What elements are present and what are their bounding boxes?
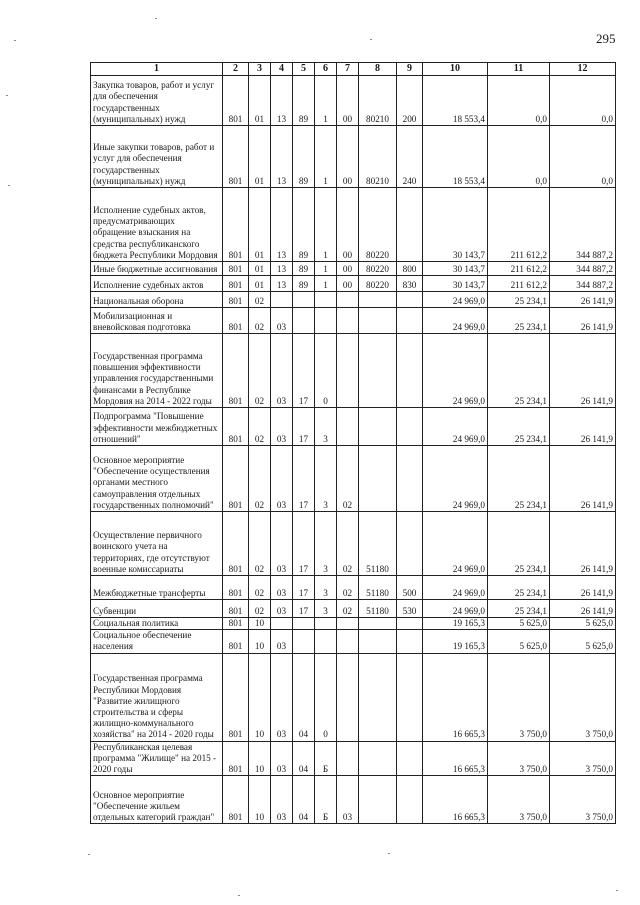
table-cell [359,618,397,630]
table-cell: 801 [223,512,249,576]
table-cell: 00 [337,276,359,292]
table-cell: 18 553,4 [423,76,488,126]
table-cell: 801 [223,618,249,630]
table-cell: 18 553,4 [423,126,488,188]
table-cell [397,408,423,446]
table-cell: 19 165,3 [423,618,488,630]
table-cell [397,446,423,512]
column-header: 11 [488,63,550,76]
table-cell: 00 [337,262,359,276]
table-cell: 89 [293,262,315,276]
scan-speck [370,39,372,40]
row-name-cell: Иные закупки товаров, работ и услуг для обеспечения государственных (муниципальных) нужд [91,126,223,188]
column-header: 3 [249,63,271,76]
table-cell: 24 969,0 [423,512,488,576]
table-cell [293,630,315,653]
table-cell: 500 [397,576,423,600]
column-header: 4 [271,63,293,76]
table-cell: 25 234,1 [488,512,550,576]
row-name-cell: Закупка товаров, работ и услуг для обеспечения государственных (муниципальных) нужд [91,76,223,126]
row-name-cell: Иные бюджетные ассигнования [91,262,223,276]
table-cell: 26 141,9 [550,308,616,334]
table-cell: 17 [293,408,315,446]
table-cell: 04 [293,653,315,741]
table-cell: 04 [293,776,315,824]
row-name-cell: Исполнение судебных актов, предусматривающих обращение взыскания на средства республиканского бюджета Республики Мордовия [91,188,223,262]
table-cell [359,334,397,408]
table-cell: 03 [271,630,293,653]
table-cell [337,308,359,334]
table-cell: 26 141,9 [550,334,616,408]
table-cell [397,653,423,741]
table-cell: 5 625,0 [550,630,616,653]
table-cell: 530 [397,600,423,618]
table-cell: 19 165,3 [423,630,488,653]
table-cell: 0,0 [488,76,550,126]
table-cell: 17 [293,334,315,408]
table-row [91,600,616,618]
table-cell: 25 234,1 [488,600,550,618]
scan-speck [238,895,240,896]
table-cell: 24 969,0 [423,292,488,308]
table-cell: 16 665,3 [423,741,488,776]
scan-speck [8,185,10,186]
column-header: 12 [550,63,616,76]
table-cell: 801 [223,630,249,653]
table-cell: 00 [337,76,359,126]
table-cell: 211 612,2 [488,188,550,262]
row-name-cell: Государственная программа повышения эффективности управления государственными финансами в Республике Мордовия на 2014 - 2022 годы [91,334,223,408]
row-name-cell: Государственная программа Республики Мордовия "Развитие жилищного строительства и сферы жилищно-коммунального хозяйства" на 2014 - 2020 годы [91,653,223,741]
scan-speck [14,40,16,41]
table-cell: 30 143,7 [423,276,488,292]
column-header: 7 [337,63,359,76]
table-cell [337,408,359,446]
table-row [91,126,616,188]
table-cell [293,618,315,630]
table-cell: 02 [249,576,271,600]
table-cell: 1 [315,188,337,262]
table-cell [337,292,359,308]
table-cell [337,618,359,630]
table-cell: 801 [223,276,249,292]
table-cell: 26 141,9 [550,408,616,446]
column-header: 1 [91,63,223,76]
table-row [91,776,616,824]
table-cell: 00 [337,126,359,188]
column-header: 6 [315,63,337,76]
table-cell: 5 625,0 [550,618,616,630]
table-cell: 02 [249,292,271,308]
scan-speck [616,890,618,891]
table-cell: 801 [223,653,249,741]
table-cell [397,618,423,630]
row-name-cell: Субвенции [91,600,223,618]
scan-speck [388,853,390,854]
table-cell: 01 [249,188,271,262]
table-cell: 03 [271,446,293,512]
table-cell: 801 [223,408,249,446]
table-cell: 344 887,2 [550,276,616,292]
table-cell: 17 [293,512,315,576]
table-cell: 24 969,0 [423,408,488,446]
column-header: 9 [397,63,423,76]
table-cell: 02 [249,334,271,408]
table-row [91,630,616,653]
row-name-cell: Основное мероприятие "Обеспечение жильем отдельных категорий граждан" [91,776,223,824]
table-cell [271,618,293,630]
table-cell: 51180 [359,512,397,576]
table-cell [397,308,423,334]
table-cell: 801 [223,126,249,188]
table-cell: 801 [223,600,249,618]
table-cell: 801 [223,334,249,408]
table-row [91,512,616,576]
table-cell: 801 [223,292,249,308]
table-cell: 03 [271,776,293,824]
table-cell [337,741,359,776]
table-cell: 03 [337,776,359,824]
table-row [91,334,616,408]
table-cell: 16 665,3 [423,776,488,824]
table-cell: 3 [315,600,337,618]
table-cell: 51180 [359,600,397,618]
table-cell: 801 [223,741,249,776]
table-cell [397,188,423,262]
table-cell: 801 [223,188,249,262]
table-cell [359,630,397,653]
table-cell: 25 234,1 [488,292,550,308]
table-cell: 3 [315,446,337,512]
table-cell: 800 [397,262,423,276]
scan-speck [6,95,8,96]
table-cell: 0,0 [550,126,616,188]
table-cell [337,630,359,653]
row-name-cell: Мобилизационная и вневойсковая подготовка [91,308,223,334]
table-cell [397,741,423,776]
table-row [91,262,616,276]
table-cell: 30 143,7 [423,188,488,262]
table-cell: 26 141,9 [550,576,616,600]
table-cell [359,308,397,334]
table-cell [359,408,397,446]
table-cell: 04 [293,741,315,776]
table-cell: 13 [271,126,293,188]
table-cell: 3 750,0 [488,741,550,776]
row-name-cell: Межбюджетные трансферты [91,576,223,600]
table-cell: 30 143,7 [423,262,488,276]
table-cell: 03 [271,512,293,576]
table-cell: 211 612,2 [488,262,550,276]
table-cell: 801 [223,76,249,126]
table-cell: 25 234,1 [488,308,550,334]
table-cell: 10 [249,776,271,824]
table-cell: 26 141,9 [550,446,616,512]
table-row [91,741,616,776]
table-row [91,618,616,630]
column-header: 10 [423,63,488,76]
table-cell: 3 750,0 [550,741,616,776]
table-cell [397,630,423,653]
table-cell: 1 [315,276,337,292]
table-cell: 80220 [359,276,397,292]
table-cell: 89 [293,76,315,126]
column-header: 2 [223,63,249,76]
table-row [91,76,616,126]
table-cell: 80220 [359,188,397,262]
table-cell: 25 234,1 [488,446,550,512]
table-cell [315,630,337,653]
table-cell: 3 [315,512,337,576]
table-cell: 3 750,0 [488,653,550,741]
table-cell: 17 [293,576,315,600]
table-cell: 01 [249,276,271,292]
table-cell: 13 [271,188,293,262]
table-cell: 26 141,9 [550,292,616,308]
table-body [91,76,616,824]
table-row [91,576,616,600]
table-cell: 17 [293,446,315,512]
table-cell [397,512,423,576]
table-cell: 0,0 [488,126,550,188]
table-row [91,308,616,334]
table-cell: 10 [249,630,271,653]
table-cell: 801 [223,776,249,824]
row-name-cell: Подпрограмма "Повышение эффективности межбюджетных отношений" [91,408,223,446]
budget-table [90,62,616,824]
table-cell: 16 665,3 [423,653,488,741]
table-cell [337,334,359,408]
table-cell: 17 [293,600,315,618]
table-cell [397,292,423,308]
table-cell: 5 625,0 [488,618,550,630]
table-cell: 10 [249,741,271,776]
table-cell [359,292,397,308]
table-row [91,276,616,292]
table-cell: 01 [249,76,271,126]
table-cell: 89 [293,188,315,262]
table-cell: 02 [249,308,271,334]
scan-speck [88,854,90,855]
row-name-cell: Республиканская целевая программа "Жилище" на 2015 - 2020 годы [91,741,223,776]
table-cell: 80210 [359,126,397,188]
header-row [91,63,616,76]
table-cell [359,776,397,824]
table-row [91,653,616,741]
table-cell [315,618,337,630]
table-cell: 200 [397,76,423,126]
table-cell: 25 234,1 [488,334,550,408]
table-cell [397,334,423,408]
table-cell: 24 969,0 [423,308,488,334]
table-cell: Б [315,776,337,824]
table-cell: 80210 [359,76,397,126]
table-cell [359,741,397,776]
table-cell: 51180 [359,576,397,600]
table-cell: 26 141,9 [550,512,616,576]
table-cell: 3 [315,408,337,446]
table-cell: 89 [293,276,315,292]
column-header: 5 [293,63,315,76]
table-cell: 03 [271,741,293,776]
table-cell: 3 750,0 [550,776,616,824]
table-cell: 211 612,2 [488,276,550,292]
row-name-cell: Национальная оборона [91,292,223,308]
table-cell [359,446,397,512]
table-cell: 02 [337,600,359,618]
row-name-cell: Социальное обеспечение населения [91,630,223,653]
table-cell: 03 [271,576,293,600]
table-cell: 0,0 [550,76,616,126]
table-cell: 801 [223,576,249,600]
table-cell: Б [315,741,337,776]
table-cell: 3 750,0 [488,776,550,824]
table-cell [293,308,315,334]
table-cell: 24 969,0 [423,334,488,408]
table-cell [397,776,423,824]
table-cell: 801 [223,446,249,512]
table-cell: 24 969,0 [423,446,488,512]
table-cell: 02 [249,512,271,576]
table-cell: 0 [315,653,337,741]
table-cell: 240 [397,126,423,188]
table-cell [315,308,337,334]
table-cell: 02 [337,512,359,576]
table-cell [293,292,315,308]
table-row [91,292,616,308]
table-cell: 02 [337,446,359,512]
scan-speck [155,18,157,19]
table-cell: 3 750,0 [550,653,616,741]
table-cell: 13 [271,262,293,276]
table-cell [271,292,293,308]
table-cell: 89 [293,126,315,188]
table-cell: 13 [271,276,293,292]
table-cell [359,653,397,741]
table-cell: 03 [271,308,293,334]
table-cell: 1 [315,262,337,276]
table-cell: 3 [315,576,337,600]
table-cell: 10 [249,618,271,630]
table-row [91,408,616,446]
table-cell: 00 [337,188,359,262]
table-cell: 02 [337,576,359,600]
row-name-cell: Исполнение судебных актов [91,276,223,292]
table-cell: 801 [223,262,249,276]
table-cell: 03 [271,653,293,741]
table-cell: 01 [249,126,271,188]
row-name-cell: Осуществление первичного воинского учета на территориях, где отсутствуют военные комиссариаты [91,512,223,576]
row-name-cell: Социальная политика [91,618,223,630]
table-cell: 03 [271,334,293,408]
table-cell: 10 [249,653,271,741]
table-cell: 1 [315,76,337,126]
table-cell: 03 [271,600,293,618]
table-cell: 1 [315,126,337,188]
table-cell: 02 [249,408,271,446]
table-cell: 01 [249,262,271,276]
table-cell [315,292,337,308]
table-cell: 02 [249,446,271,512]
table-cell: 02 [249,600,271,618]
table-cell: 80220 [359,262,397,276]
table-cell: 13 [271,76,293,126]
table-cell: 24 969,0 [423,576,488,600]
row-name-cell: Основное мероприятие "Обеспечение осуществления органами местного самоуправления отдельных государственных полномочий" [91,446,223,512]
table-row [91,446,616,512]
page-number: 295 [596,31,616,46]
table-cell: 26 141,9 [550,600,616,618]
table-cell: 25 234,1 [488,408,550,446]
table-cell: 0 [315,334,337,408]
table-cell: 801 [223,308,249,334]
table-row [91,188,616,262]
column-header: 8 [359,63,397,76]
table-cell: 344 887,2 [550,188,616,262]
table-cell: 5 625,0 [488,630,550,653]
table-cell: 24 969,0 [423,600,488,618]
table-cell: 344 887,2 [550,262,616,276]
table-cell: 830 [397,276,423,292]
table-cell: 03 [271,408,293,446]
table-cell [337,653,359,741]
table-cell: 25 234,1 [488,576,550,600]
